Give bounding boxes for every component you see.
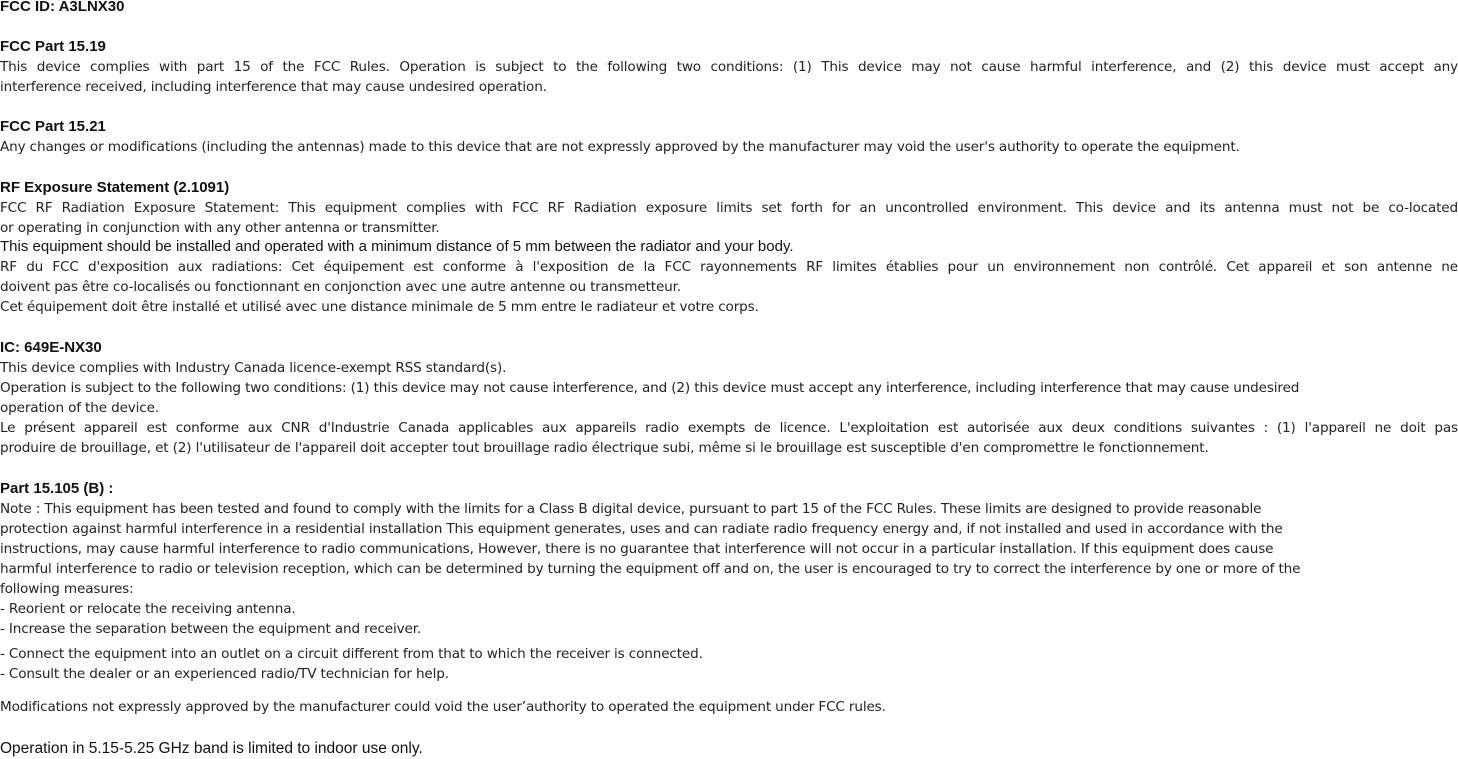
part-15-19-text-line: This device complies with part 15 of the FCC Rules. Operation is subject to the following two conditions: (1) This device may not cause harmful interference, and (2) this device must accept any <box>0 59 1458 75</box>
modifications-text: Modifications not expressly approved by the manufacturer could void the user’authority to operated the equipment under FCC rules. <box>0 699 886 715</box>
measure-list-item: - Connect the equipment into an outlet on a circuit different from that to which the receiver is connected. <box>0 646 703 662</box>
part-15-105-text-line: Note : This equipment has been tested and found to comply with the limits for a Class B digital device, pursuant to part 15 of the FCC Rules. These limits are designed to provide reasonable <box>0 501 1262 517</box>
part-15-105-text-line: harmful interference to radio or television reception, which can be determined by turning the equipment off and on, the user is encouraged to try to correct the interference by one or more of the <box>0 561 1301 577</box>
measure-list-item: - Increase the separation between the equipment and receiver. <box>0 621 422 637</box>
ic-french-line: produire de brouillage, et (2) l'utilisateur de l'appareil doit accepter tout brouillage radio électrique subi, même si le brouillage est susceptible d'en compromettre le fonctionnement. <box>0 440 1209 456</box>
fcc-id-heading: FCC ID: A3LNX30 <box>0 0 125 15</box>
rf-exposure-heading: RF Exposure Statement (2.1091) <box>0 179 230 196</box>
part-15-105-heading: Part 15.105 (B) : <box>0 480 114 497</box>
measure-list-item: - Consult the dealer or an experienced radio/TV technician for help. <box>0 666 449 682</box>
rf-exposure-text-line: FCC RF Radiation Exposure Statement: This equipment complies with FCC RF Radiation exposure limits set forth for an uncontrolled environment. This device and its antenna must not be co-located <box>0 200 1458 216</box>
indoor-use-text: Operation in 5.15-5.25 GHz band is limited to indoor use only. <box>0 740 423 757</box>
ic-text-line: This device complies with Industry Canada licence-exempt RSS standard(s). <box>0 360 507 376</box>
part-15-19-text-line: interference received, including interference that may cause undesired operation. <box>0 79 547 95</box>
part-15-105-text-line: instructions, may cause harmful interference to radio communications, However, there is no guarantee that interference will not occur in a particular installation. If this equipment does cause <box>0 541 1274 557</box>
ic-heading: IC: 649E-NX30 <box>0 339 102 356</box>
ic-text-line: operation of the device. <box>0 400 160 416</box>
rf-exposure-text-line: or operating in conjunction with any other antenna or transmitter. <box>0 220 440 236</box>
rf-exposure-french-line: RF du FCC d'exposition aux radiations: Cet équipement est conforme à l'exposition de la FCC rayonnements RF limites établies pour un environnement non contrôlé. Cet appareil et son antenne ne <box>0 259 1458 275</box>
ic-french-line: Le présent appareil est conforme aux CNR d'Industrie Canada applicables aux appareils radio exempts de licence. L'exploitation est autorisée aux deux conditions suivantes : (1) l'appareil ne doit pas <box>0 420 1458 436</box>
part-15-105-text-line: protection against harmful interference in a residential installation This equipment generates, uses and can radiate radio frequency energy and, if not installed and used in accordance with the <box>0 521 1283 537</box>
rf-exposure-french-line: doivent pas être co-localisés ou fonctionnant en conjonction avec une autre antenne ou transmetteur. <box>0 279 681 295</box>
part-15-19-heading: FCC Part 15.19 <box>0 38 106 55</box>
rf-exposure-french-line: Cet équipement doit être installé et utilisé avec une distance minimale de 5 mm entre le radiateur et votre corps. <box>0 299 759 315</box>
ic-text-line: Operation is subject to the following two conditions: (1) this device may not cause interference, and (2) this device must accept any interference, including interference that may cause undesired <box>0 380 1300 396</box>
part-15-105-text-line: following measures: <box>0 581 134 597</box>
rf-exposure-distance-line: This equipment should be installed and operated with a minimum distance of 5 mm between the radiator and your body. <box>0 238 794 255</box>
measure-list-item: - Reorient or relocate the receiving antenna. <box>0 601 296 617</box>
part-15-21-heading: FCC Part 15.21 <box>0 118 106 135</box>
part-15-21-text-line: Any changes or modifications (including the antennas) made to this device that are not expressly approved by the manufacturer may void the user's authority to operate the equipment. <box>0 139 1240 155</box>
